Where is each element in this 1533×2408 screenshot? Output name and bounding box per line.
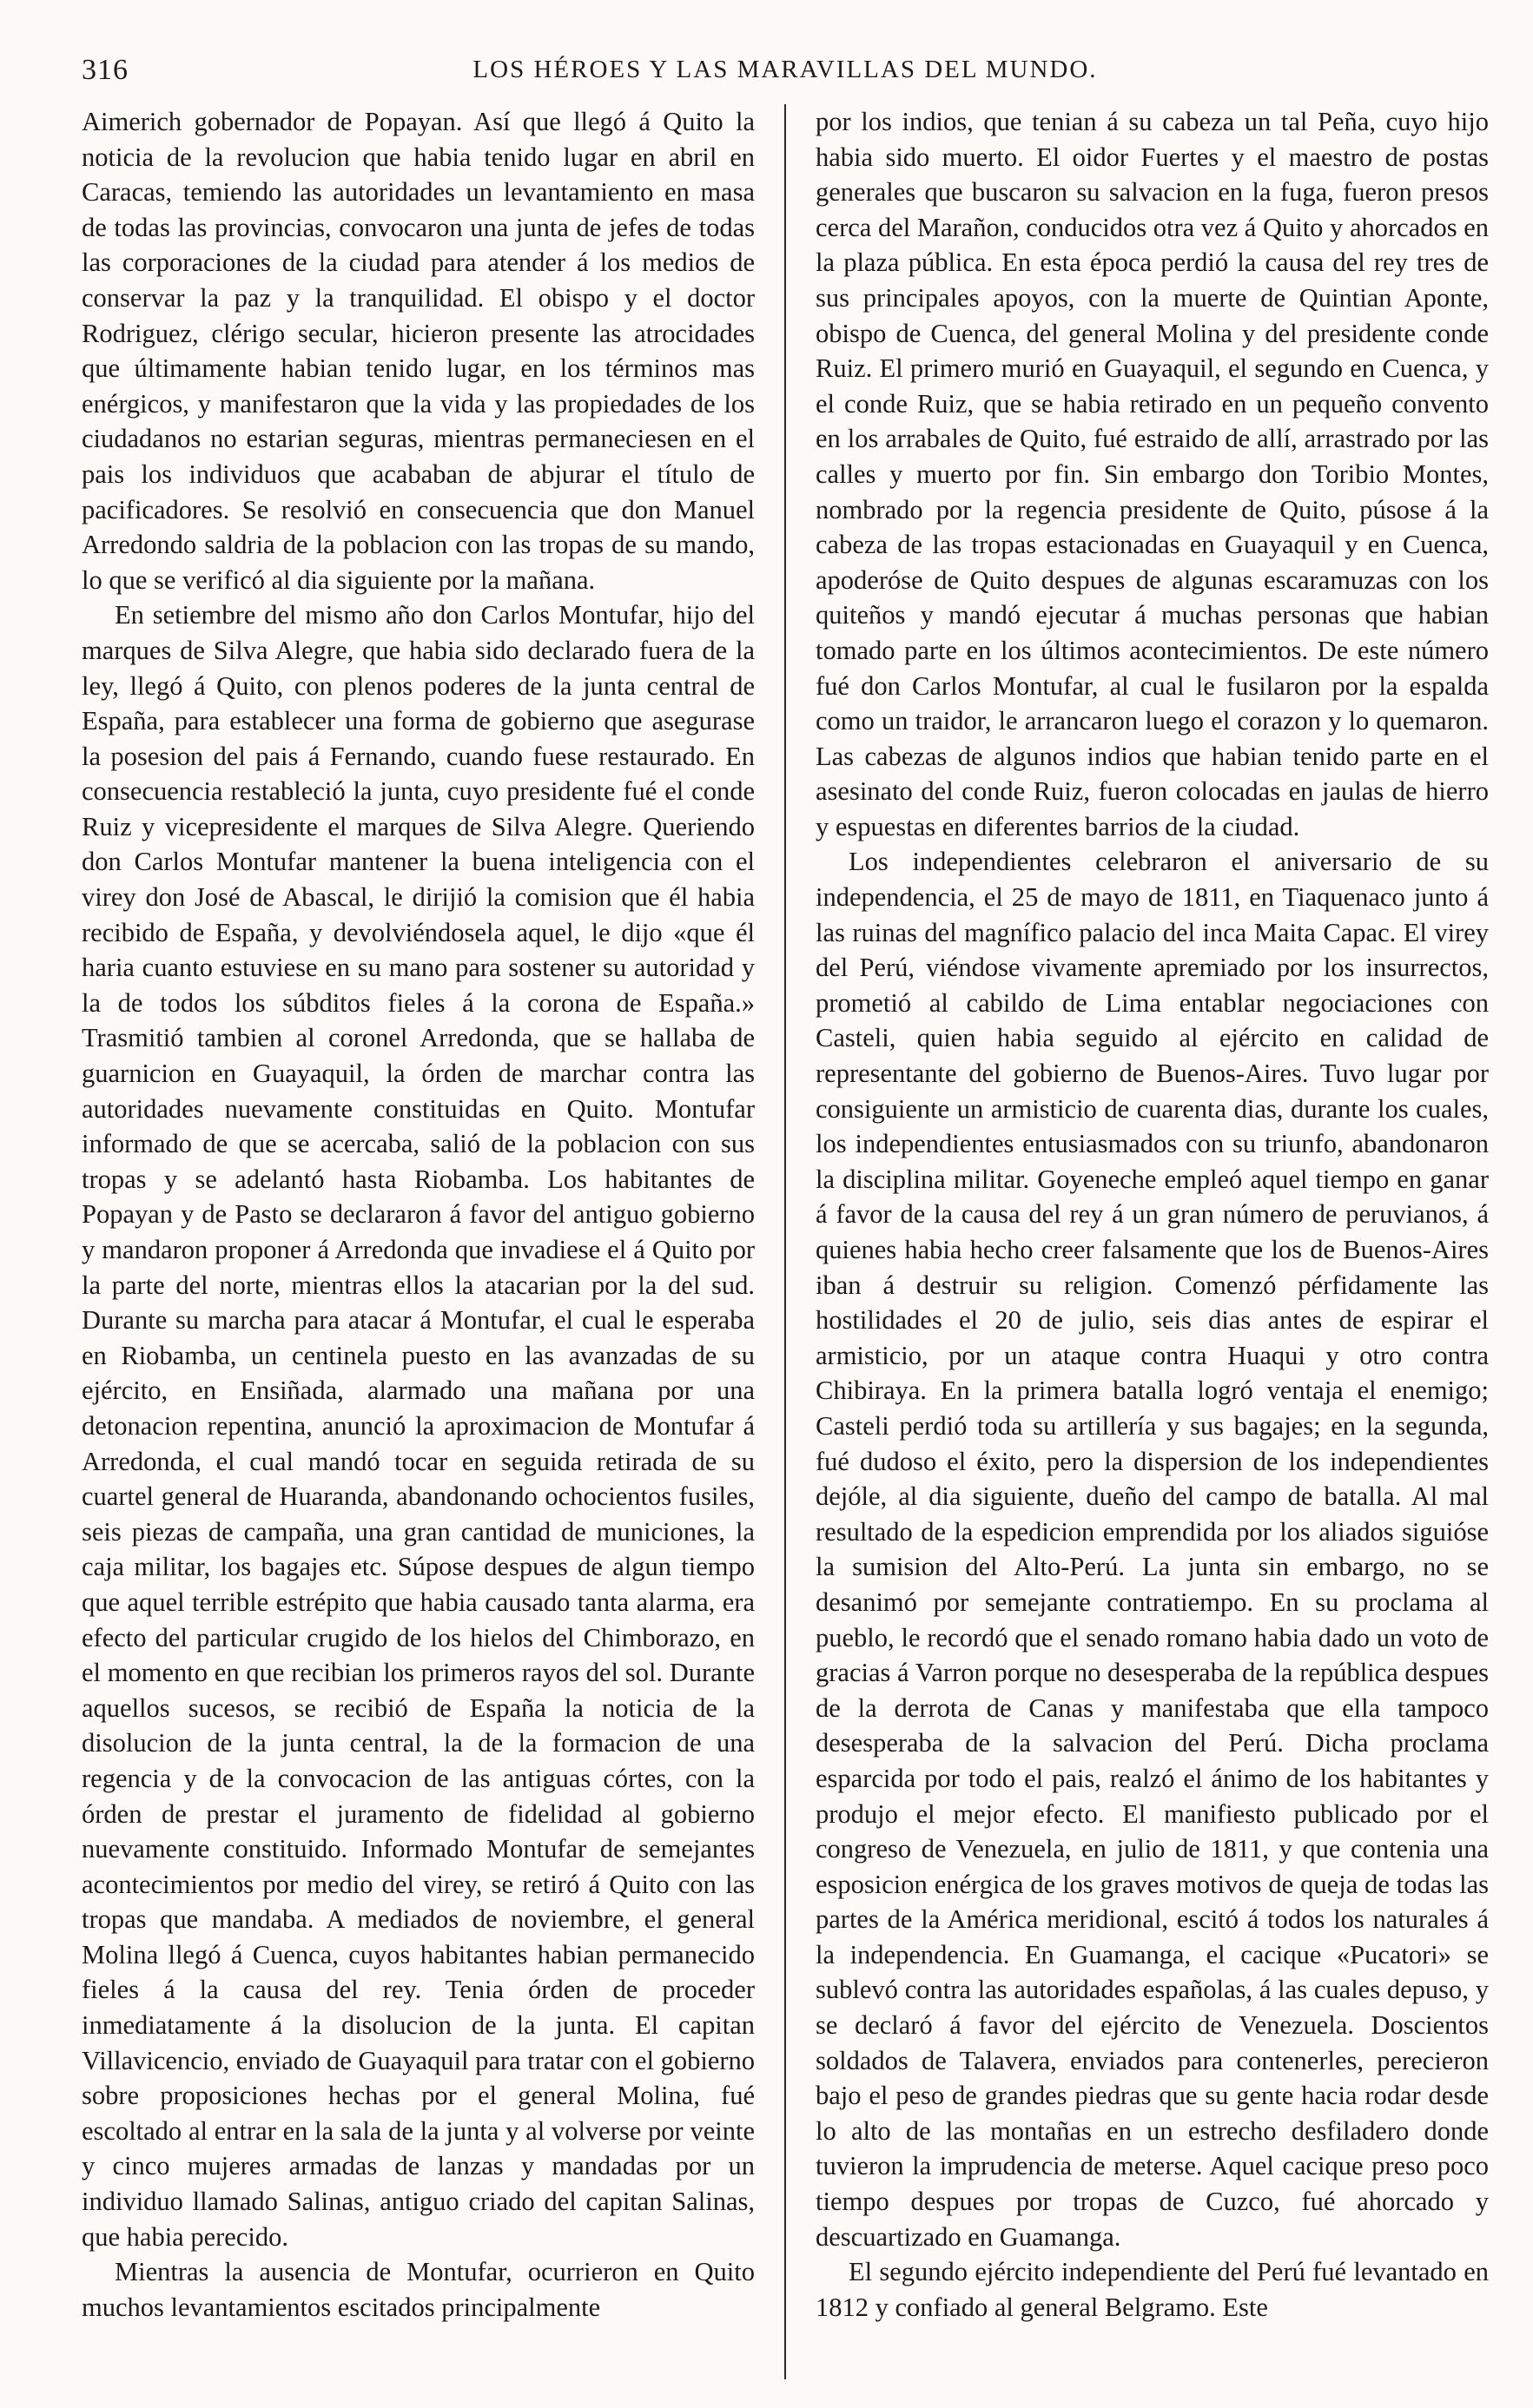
text-columns [82, 104, 1489, 2379]
running-header [82, 54, 1489, 92]
paragraph: El segundo ejército independiente del Perú fué levantado en 1812 y confiado al general Belgramo. Este [816, 2257, 1489, 2322]
paragraph: Mientras la ausencia de Montufar, ocurrieron en Quito muchos levantamientos escitados principalmente [82, 2257, 755, 2322]
column-divider [784, 104, 786, 2379]
right-column [816, 104, 1489, 2379]
running-title: LOS HÉROES Y LAS MARAVILLAS DEL MUNDO. [472, 56, 1098, 83]
page-number: 316 [82, 54, 129, 86]
left-column [82, 104, 755, 2379]
paragraph: por los indios, que tenian á su cabeza un tal Peña, cuyo hijo habia sido muerto. El oidor Fuertes y el maestro de postas generales que buscaron su salvacion en la fuga, fueron presos cerca del Marañon, conducidos otra vez á Quito y ahorcados en la plaza pública. En esta época perdió la causa del rey tres de sus principales apoyos, con la muerte de Quintian Aponte, obispo de Cuenca, del general Molina y del presidente conde Ruiz. El primero murió en Guayaquil, el segundo en Cuenca, y el conde Ruiz, que se habia retirado en un pequeño convento en los arrabales de Quito, fué estraido de allí, arrastrado por las calles y muerto por fin. Sin embargo don Toribio Montes, nombrado por la regencia presidente de Quito, púsose á la cabeza de las tropas estacionadas en Guayaquil y en Cuenca, apoderóse de Quito despues de algunas escaramuzas con los quiteños y mandó ejecutar á muchas personas que habian tomado parte en los últimos acontecimientos. De este número fué don Carlos Montufar, al cual le fusilaron por la espalda como un traidor, le arrancaron luego el corazon y lo quemaron. Las cabezas de algunos indios que habian tenido parte en el asesinato del conde Ruiz, fueron colocadas en jaulas de hierro y espuestas en diferentes barrios de la ciudad. [816, 107, 1489, 841]
paragraph: Los independientes celebraron el aniversario de su independencia, el 25 de mayo de 1811, en Tiaquenaco junto á las ruinas del magnífico palacio del inca Maita Capac. El virey del Perú, viéndose vivamente apremiado por los insurrectos, prometió al cabildo de Lima entablar negociaciones con Casteli, quien habia seguido al ejército en calidad de representante del gobierno de Buenos-Aires. Tuvo lugar por consiguiente un armisticio de cuarenta dias, durante los cuales, los independientes entusiasmados con su triunfo, abandonaron la disciplina militar. Goyeneche empleó aquel tiempo en ganar á favor de la causa del rey á un gran número de peruvianos, á quienes habia hecho creer falsamente que los de Buenos-Aires iban á destruir su religion. Comenzó pérfidamente las hostilidades el 20 de julio, seis dias antes de espirar el armisticio, por un ataque contra Huaqui y otro contra Chibiraya. En la primera batalla logró ventaja el enemigo; Casteli perdió toda su artillería y sus bagajes; en la segunda, fué dudoso el éxito, pero la dispersion de los independientes dejóle, al dia siguiente, dueño del campo de batalla. Al mal resultado de la espedicion emprendida por los aliados siguióse la sumision del Alto-Perú. La junta sin embargo, no se desanimó por semejante contratiempo. En su proclama al pueblo, le recordó que el senado romano habia dado un voto de gracias á Varron porque no desesperaba de la república despues de la derrota de Canas y manifestaba que ella tampoco desesperaba de la salvacion del Perú. Dicha proclama esparcida por todo el pais, realzó el ánimo de los habitantes y produjo el mejor efecto. El manifiesto publicado por el congreso de Venezuela, en julio de 1811, y que contenia una esposicion enérgica de los graves motivos de queja de todas las partes de la América meridional, escitó á todos los naturales á la independencia. En Guamanga, el cacique «Pucatori» se sublevó contra las autoridades españolas, á las cuales depuso, y se declaró á favor del ejército de Venezuela. Doscientos soldados de Talavera, enviados para contenerles, perecieron bajo el peso de grandes piedras que su gente hacia rodar desde lo alto de las montañas en un estrecho desfiladero donde tuvieron la imprudencia de meterse. Aquel cacique preso poco tiempo despues por tropas de Cuzco, fué ahorcado y descuartizado en Guamanga. [816, 847, 1489, 2252]
paragraph: Aimerich gobernador de Popayan. Así que llegó á Quito la noticia de la revolucion que habia tenido lugar en abril en Caracas, temiendo las autoridades un levantamiento en masa de todas las provincias, convocaron una junta de jefes de todas las corporaciones de la ciudad para atender á los medios de conservar la paz y la tranquilidad. El obispo y el doctor Rodriguez, clérigo secular, hicieron presente las atrocidades que últimamente habian tenido lugar, en los términos mas enérgicos, y manifestaron que la vida y las propiedades de los ciudadanos no estarian seguras, mientras permaneciesen en el pais los individuos que acababan de abjurar el título de pacificadores. Se resolvió en consecuencia que don Manuel Arredondo saldria de la poblacion con las tropas de su mando, lo que se verificó al dia siguiente por la mañana. [82, 107, 755, 595]
paragraph: En setiembre del mismo año don Carlos Montufar, hijo del marques de Silva Alegre, que habia sido declarado fuera de la ley, llegó á Quito, con plenos poderes de la junta central de España, para establecer una forma de gobierno que asegurase la posesion del pais á Fernando, cuando fuese restaurado. En consecuencia restableció la junta, cuyo presidente fué el conde Ruiz y vicepresidente el marques de Silva Alegre. Queriendo don Carlos Montufar mantener la buena inteligencia con el virey don José de Abascal, le dirijió la comision que él habia recibido de España, y devolviéndosela aquel, le dijo «que él haria cuanto estuviese en su mano para sostener su autoridad y la de todos los súbditos fieles á la corona de España.» Trasmitió tambien al coronel Arredonda, que se hallaba de guarnicion en Guayaquil, la órden de marchar contra las autoridades nuevamente constituidas en Quito. Montufar informado de que se acercaba, salió de la poblacion con sus tropas y se adelantó hasta Riobamba. Los habitantes de Popayan y de Pasto se declararon á favor del antiguo gobierno y mandaron proponer á Arredonda que invadiese el á Quito por la parte del norte, mientras ellos la atacarian por la del sud. Durante su marcha para atacar á Montufar, el cual le esperaba en Riobamba, un centinela puesto en las avanzadas de su ejército, en Ensiñada, alarmado una mañana por una detonacion repentina, anunció la aproximacion de Montufar á Arredonda, el cual mandó tocar en seguida retirada de su cuartel general de Huaranda, abandonando ochocientos fusiles, seis piezas de campaña, una gran cantidad de municiones, la caja militar, los bagajes etc. Súpose despues de algun tiempo que aquel terrible estrépito que habia causado tanta alarma, era efecto del particular crugido de los hielos del Chimborazo, en el momento en que recibian los primeros rayos del sol. Durante aquellos sucesos, se recibió de España la noticia de la disolucion de la junta central, la de la formacion de una regencia y de la convocacion de las antiguas córtes, con la órden de prestar el juramento de fidelidad al gobierno nuevamente constituido. Informado Montufar de semejantes acontecimientos por medio del virey, se retiró á Quito con las tropas que mandaba. A mediados de noviembre, el general Molina llegó á Cuenca, cuyos habitantes habian permanecido fieles á la causa del rey. Tenia órden de proceder inmediatamente á la disolucion de la junta. El capitan Villavicencio, enviado de Guayaquil para tratar con el gobierno sobre proposiciones hechas por el general Molina, fué escoltado al entrar en la sala de la junta y al volverse por veinte y cinco mujeres armadas de lanzas y mandadas por un individuo llamado Salinas, antiguo criado del capitan Salinas, que habia perecido. [82, 600, 755, 2252]
